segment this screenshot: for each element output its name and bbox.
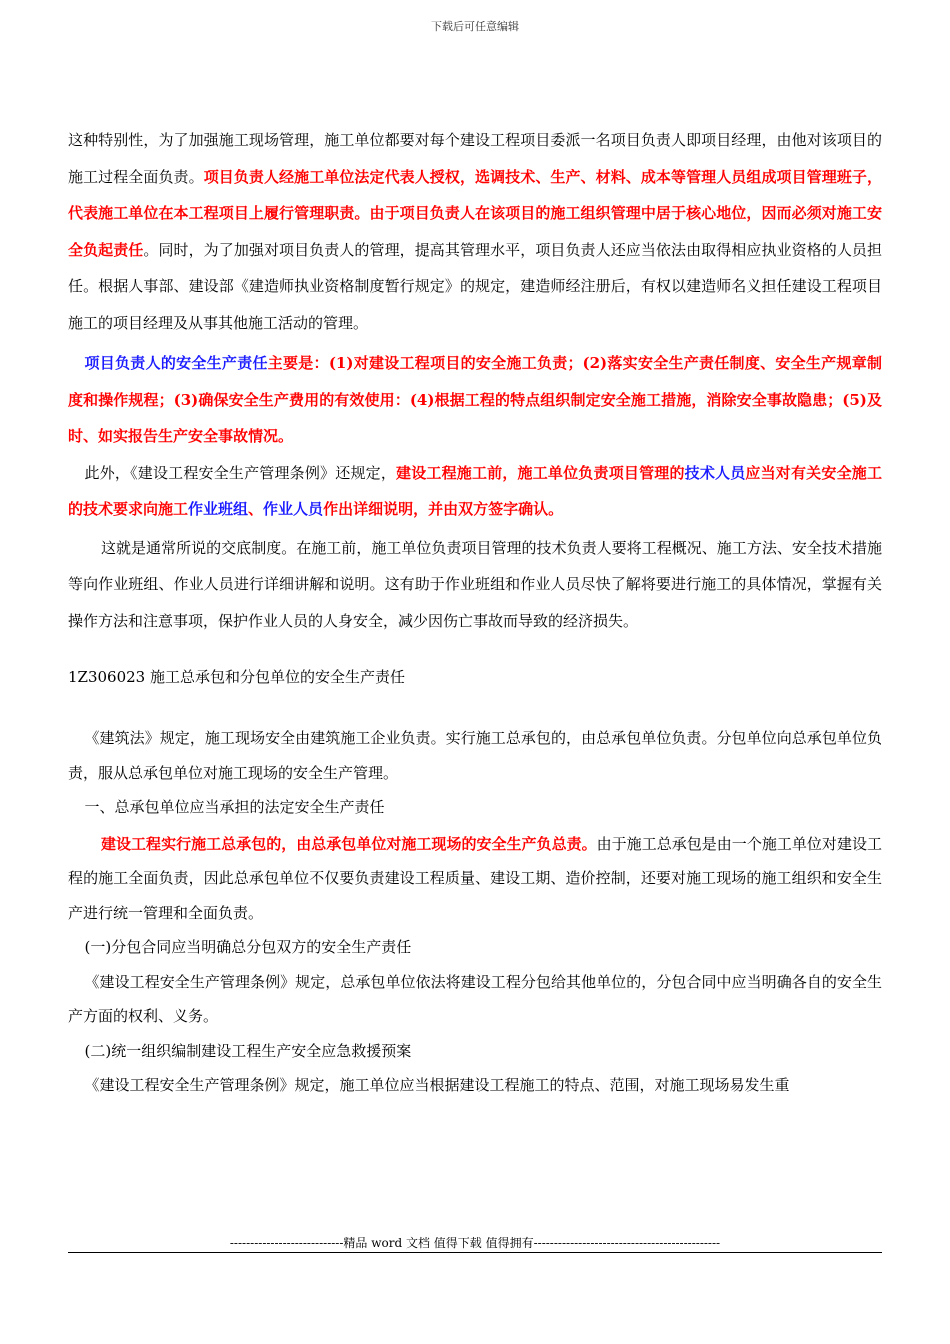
- body-text: 由于施工总承包是由一个施工单位对建设工程的施工全面负责，因此总承包单位不仅要负责建设工程质量、建设工期、造价控制，还要对施工现场的施工组织和安全生产进行统一管理和全面负责。: [68, 834, 882, 922]
- paragraph-safety-duties: [68, 345, 882, 455]
- body-text: 这就是通常所说的交底制度。在施工前，施工单位负责项目管理的技术负责人要将工程概况、施工方法、安全技术措施等向作业班组、作业人员进行详细讲解和说明。这有助于作业班组和作业人员尽快了解将要进行施工的具体情况，掌握有关操作方法和注意事项，保护作业人员的人身安全，减少因伤亡事故而导致的经济损失。: [68, 538, 882, 630]
- paragraph-general-contractor: [68, 827, 882, 931]
- paragraph-subcontract: 《建设工程安全生产管理条例》规定，总承包单位依法将建设工程分包给其他单位的，分包合同中应当明确各自的安全生产方面的权利、义务。: [68, 972, 882, 1025]
- document-body: [68, 122, 882, 1103]
- section-heading: 1Z306023 施工总承包和分包单位的安全生产责任: [68, 668, 405, 686]
- paragraph-construction-law: 《建筑法》规定，施工现场安全由建筑施工企业负责。实行施工总承包的，由总承包单位负责。分包单位向总承包单位负责，服从总承包单位对施工现场的安全生产管理。: [68, 729, 882, 782]
- emphasis-blue: 作业班组: [188, 500, 249, 518]
- page-header: 下载后可任意编辑: [431, 20, 519, 33]
- paragraph-handover-system: [68, 530, 882, 640]
- subheading-general-contractor: 一、总承包单位应当承担的法定安全生产责任: [84, 798, 385, 816]
- emphasis-blue: 作业人员: [263, 500, 324, 518]
- emphasis-blue: 技术人员: [684, 463, 746, 482]
- emphasis-red: 主要是：(1)对建设工程项目的安全施工负责；(2)落实安全生产责任制度、安全生产规章制度和操作规程；(3)确保安全生产费用的有效使用：(4)根据工程的特点组织制定安全施工措施，消除安全事故隐患；(5)及时、如实报告生产安全事故情况。: [68, 354, 882, 445]
- page-footer: ----------------------------精品 word 文档 值得下载 值得拥有----------------------------------------------: [229, 1236, 721, 1250]
- paragraph-project-manager: [68, 122, 882, 341]
- emphasis-blue: 项目负责人的安全生产责任: [84, 354, 268, 372]
- emphasis-red: 建设工程实行施工总承包的，由总承包单位对施工现场的安全生产负总责。: [101, 834, 597, 853]
- subheading-subcontract: (一)分包合同应当明确总分包双方的安全生产责任: [84, 938, 412, 956]
- paragraph-regulation: [68, 455, 882, 528]
- body-text: 此外，《建设工程安全生产管理条例》还规定，: [84, 463, 397, 482]
- body-text: 。同时，为了加强对项目负责人的管理，提高其管理水平，项目负责人还应当依法由取得相应执业资格的人员担任。根据人事部、建设部《建造师执业资格制度暂行规定》的规定，建造师经注册后，有权以建造师名义担任建设工程项目施工的项目经理及从事其他施工活动的管理。: [68, 240, 882, 332]
- emphasis-red: 、: [248, 500, 264, 518]
- emphasis-red: 建设工程施工前，施工单位负责项目管理的: [396, 463, 685, 482]
- body-text: 这种特别性，为了加强施工现场管理，施工单位都要对每个建设工程项目委派一名项目负责人即项目经理，由他对该项目的施工过程全面负责。: [68, 131, 882, 186]
- emphasis-red: 应当对有关安全施工的技术要求向施工: [68, 463, 882, 518]
- emphasis-red: 项目负责人经施工单位法定代表人授权，选调技术、生产、材料、成本等管理人员组成项目管理班子，代表施工单位在本工程项目上履行管理职责。由于项目负责人在该项目的施工组织管理中居于核心地位，因而必须对施工安全负起责任: [68, 167, 882, 259]
- emphasis-red: 作出详细说明，并由双方签字确认。: [323, 500, 564, 518]
- subheading-emergency-plan: (二)统一组织编制建设工程生产安全应急救援预案: [84, 1041, 412, 1060]
- paragraph-emergency-plan: 《建设工程安全生产管理条例》规定，施工单位应当根据建设工程施工的特点、范围，对施工现场易发生重: [84, 1076, 790, 1094]
- footer-divider: [68, 1252, 882, 1253]
